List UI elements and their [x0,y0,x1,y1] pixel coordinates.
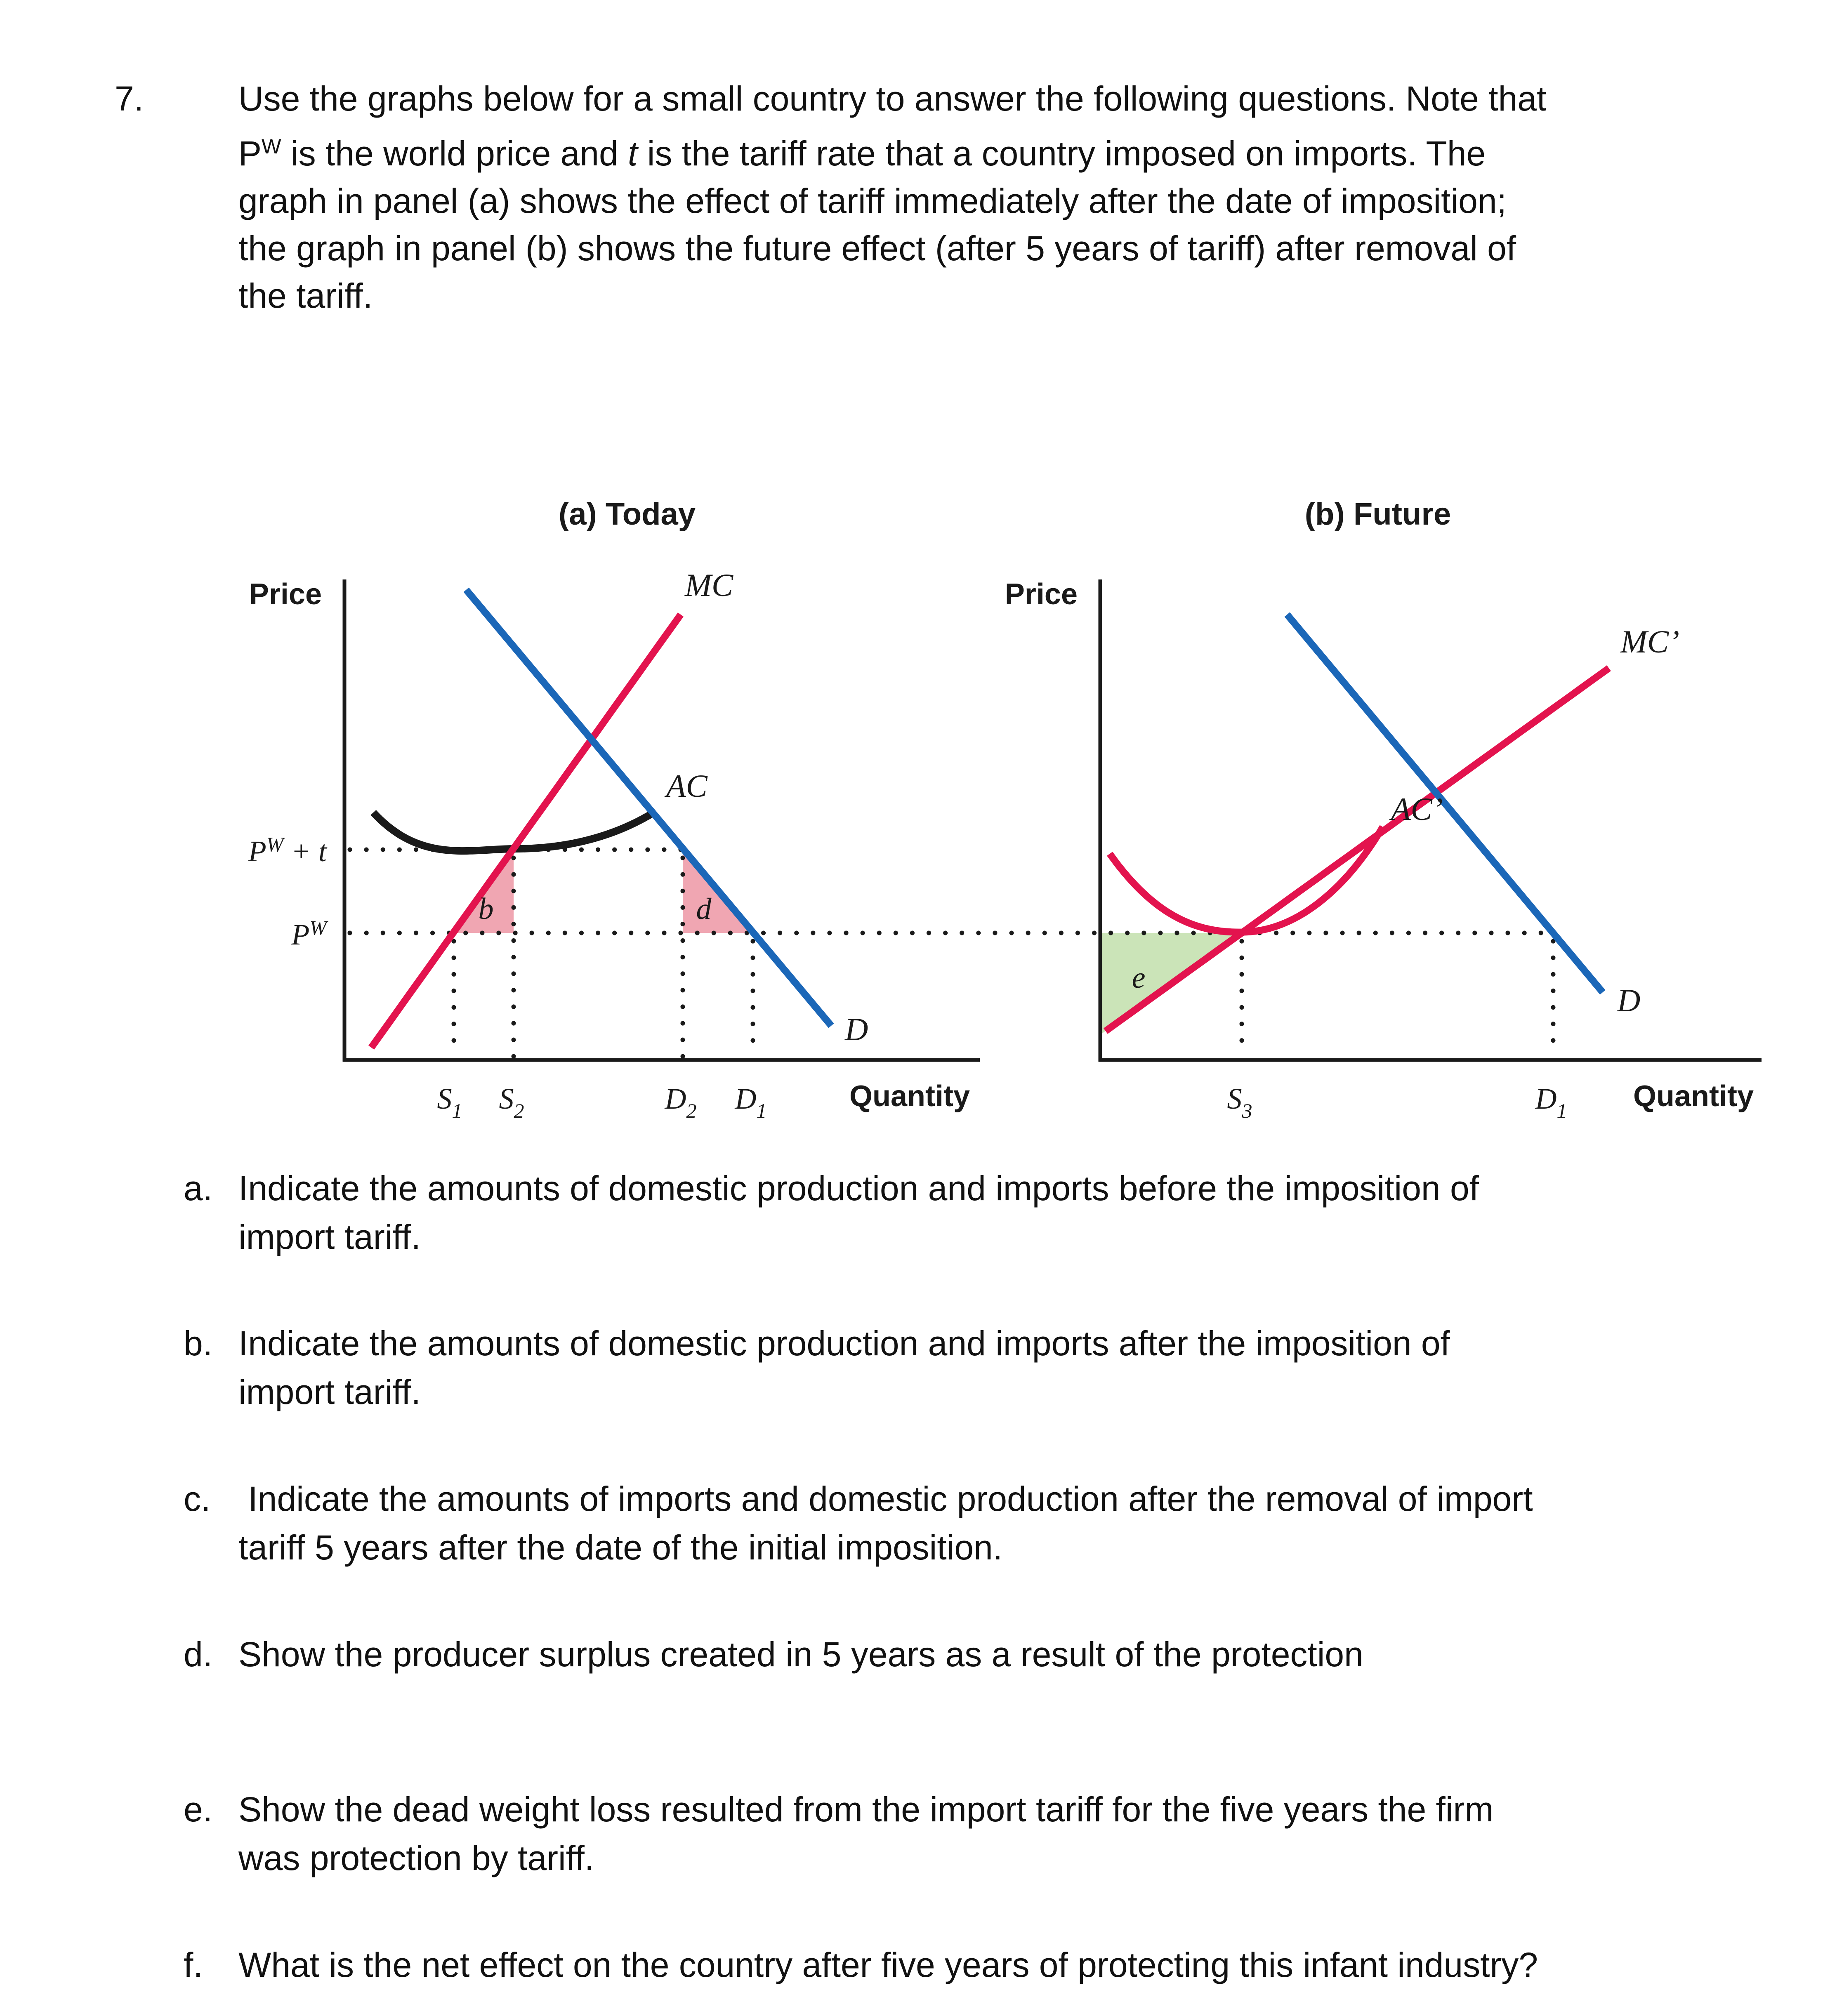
tick-s1-sub: 1 [452,1099,462,1122]
panel-a-quantity-axis-label: Quantity [849,1080,970,1113]
tariff-price-rest: + t [283,835,327,868]
region-b-label: b [478,892,494,926]
world-price-sup: W [309,916,327,939]
demand-label-panel-b: D [1617,982,1641,1018]
demand-curve-panel-b [1287,615,1603,992]
question-item-d [184,1630,1773,1679]
question-item-c-line-2: tariff 5 years after the date of the initial imposition. [238,1528,1003,1567]
demand-label-panel-a: D [845,1011,868,1047]
intro-line-2-rest: is the tariff rate that a country imposed on imports. The [637,134,1486,173]
tick-s3-base: S [1227,1082,1242,1115]
question-item-a-line-2: import tariff. [238,1218,421,1256]
intro-line-3: graph in panel (a) shows the effect of tariff immediately after the date of imposition; [238,181,1507,220]
question-item-a [184,1164,1773,1261]
question-item-c-label: c. [184,1479,211,1518]
question-item-b [184,1319,1773,1416]
tick-d1b-sub: 1 [1556,1099,1567,1122]
question-number: 7. [115,79,144,118]
intro-line-2-p: P [238,134,262,173]
intro-line-2-mid: is the world price and [281,134,628,173]
mc-curve-panel-b [1106,668,1609,1031]
question-item-f-label: f. [184,1945,203,1984]
panel-a-price-axis-label: Price [249,578,322,611]
question-item-f-line-1: What is the net effect on the country after five years of protecting this infant industry? [238,1945,1538,1984]
question-item-b-label: b. [184,1324,213,1363]
tick-s1 [437,1082,462,1122]
intro-line-5: the tariff. [238,276,373,315]
question-intro-paragraph [238,75,1740,320]
question-item-a-label: a. [184,1169,213,1208]
question-item-b-line-1: Indicate the amounts of domestic production and imports after the imposition of [238,1324,1450,1363]
tick-d1a-base: D [735,1082,757,1115]
tariff-price-label [248,833,328,868]
tick-s3-sub: 3 [1242,1099,1252,1122]
mc-label-panel-b: MC’ [1620,624,1679,659]
tick-s2-sub: 2 [514,1099,524,1122]
question-item-e-line-2: was protection by tariff. [238,1839,594,1877]
world-price-superscript: W [262,134,281,158]
mc-label-panel-a: MC [685,567,733,603]
ac-label-panel-b: AC’ [1391,791,1443,827]
world-price-label [291,916,328,951]
tick-d2-sub: 2 [686,1099,697,1122]
question-item-e [184,1785,1773,1882]
tariff-price-sup: W [266,833,284,856]
tick-s2-base: S [499,1082,514,1115]
panel-b-price-axis-label: Price [1005,578,1078,611]
region-d-label: d [696,892,712,926]
tick-d1-panel-a [735,1082,767,1122]
tick-d1b-base: D [1535,1082,1557,1115]
panel-b-title: (b) Future [1304,497,1451,532]
tariff-graphs-figure [0,454,1830,1155]
question-item-b-line-2: import tariff. [238,1373,421,1411]
tick-d1-panel-b [1535,1082,1567,1122]
intro-line-4: the graph in panel (b) shows the future effect (after 5 years of tariff) after removal of [238,229,1516,268]
question-item-e-label: e. [184,1790,213,1829]
panel-a-title: (a) Today [558,497,696,532]
tariff-price-p: P [248,835,266,868]
question-item-d-label: d. [184,1635,213,1674]
tick-d2 [665,1082,697,1122]
tick-s3 [1227,1082,1252,1122]
intro-line-1: Use the graphs below for a small country to answer the following questions. Note that [238,79,1547,118]
tick-d1a-sub: 1 [756,1099,767,1122]
question-item-c-line-1: Indicate the amounts of imports and domestic production after the removal of import [238,1479,1533,1518]
ac-label-panel-a: AC [666,768,707,804]
question-item-c [184,1474,1773,1572]
tick-s2 [499,1082,524,1122]
tick-s1-base: S [437,1082,452,1115]
question-item-d-line-1: Show the producer surplus created in 5 years as a result of the protection [238,1635,1363,1674]
region-e-label: e [1132,961,1146,995]
mc-curve-panel-a [371,615,681,1048]
world-price-p: P [291,918,310,951]
question-item-f [184,1941,1773,1989]
question-item-a-line-1: Indicate the amounts of domestic production and imports before the imposition of [238,1169,1479,1208]
tariff-rate-variable: t [628,134,638,173]
intro-line-2 [238,122,1740,177]
question-item-e-line-1: Show the dead weight loss resulted from the import tariff for the five years the firm [238,1790,1494,1829]
ac-curve-panel-b [1110,827,1383,932]
panel-b-quantity-axis-label: Quantity [1633,1080,1754,1113]
tick-d2-base: D [665,1082,686,1115]
